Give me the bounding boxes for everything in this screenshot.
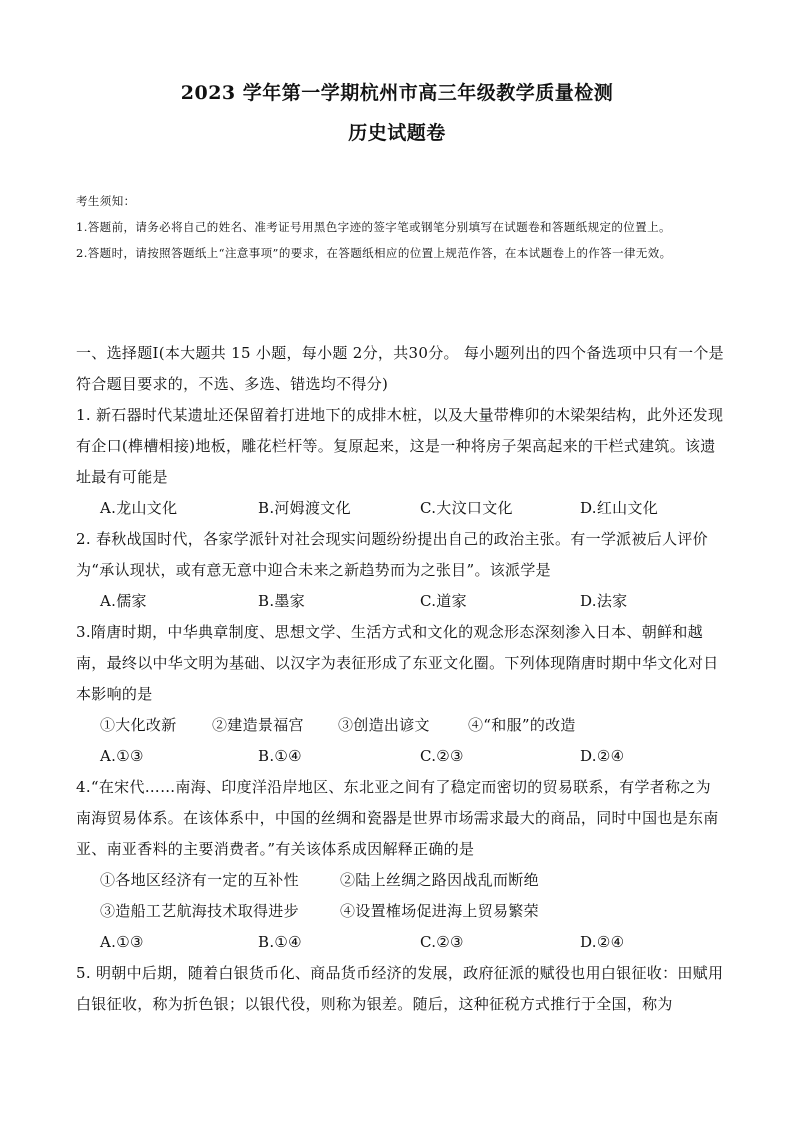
question-5-stem: 5. 明朝中后期，随着白银货币化、商品货币经济的发展，政府征派的赋役也用白银征收：田赋用白银征收，称为折色银；以银代役，则称为银差。随后，这种征税方式推行于全国，称为 [76, 964, 724, 1013]
question-4-statements-row2 [76, 896, 726, 927]
question-3-statements [76, 710, 726, 741]
question-3-option-d: D.②④ [580, 747, 625, 765]
question-2-stem: 2. 春秋战国时代，各家学派针对社会现实问题纷纷提出自己的政治主张。有一学派被后人评价为“承认现状，或有意无意中迎合未来之新趋势而为之张目”。该派学是 [76, 530, 708, 579]
notice-item-1: 1.答题前，请务必将自己的姓名、准考证号用黑色字迹的签字笔或钢笔分别填写在试题卷和答题纸规定的位置上。 [76, 220, 671, 234]
question-4-statement-3: ③造船工艺航海技术取得进步 [100, 902, 299, 920]
exam-title: 2023 学年第一学期杭州市高三年级教学质量检测 [180, 82, 614, 104]
question-1-options [76, 493, 726, 524]
question-3-option-a: A.①③ [100, 747, 144, 765]
question-2-option-a: A.儒家 [100, 592, 147, 610]
notice-item-2: 2.答题时，请按照答题纸上“注意事项”的要求，在答题纸相应的位置上规范作答，在本试题卷上的作答一律无效。 [76, 246, 672, 260]
question-4-stem: 4.“在宋代……南海、印度洋沿岸地区、东北亚之间有了稳定而密切的贸易联系，有学者称之为南海贸易体系。在该体系中，中国的丝绸和瓷器是世界市场需求最大的商品，同时中国也是东南亚、南亚香料的主要消费者。”有关该体系成因解释正确的是 [76, 778, 719, 858]
question-4-option-c: C.②③ [420, 933, 464, 951]
question-2-options [76, 586, 726, 617]
candidate-notice [76, 188, 726, 266]
question-4-statements-row1 [76, 865, 726, 896]
question-2-option-b: B.墨家 [258, 592, 305, 610]
question-1-option-d: D.红山文化 [580, 499, 659, 517]
question-1-option-c: C.大汶口文化 [420, 499, 513, 517]
exam-subtitle: 历史试题卷 [348, 122, 446, 144]
question-2-option-c: C.道家 [420, 592, 467, 610]
question-4-option-b: B.①④ [258, 933, 302, 951]
question-3-stem: 3.隋唐时期，中华典章制度、思想文学、生活方式和文化的观念形态深刻渗入日本、朝鲜和越南，最终以中华文明为基础、以汉字为表征形成了东亚文化圈。下列体现隋唐时期中华文化对日本影响的是 [76, 623, 719, 703]
question-3-statement-4: ④“和服”的改造 [468, 716, 576, 734]
question-2-option-d: D.法家 [580, 592, 628, 610]
question-4-options [76, 927, 726, 958]
question-3-statement-1: ①大化改新 [100, 716, 177, 734]
question-3-statement-3: ③创造出谚文 [338, 716, 430, 734]
question-3-option-b: B.①④ [258, 747, 302, 765]
question-3-options [76, 741, 726, 772]
question-4-statement-4: ④设置榷场促进海上贸易繁荣 [340, 902, 539, 920]
exam-body [76, 338, 726, 1020]
question-4-statement-1: ①各地区经济有一定的互补性 [100, 871, 299, 889]
question-4-option-d: D.②④ [580, 933, 625, 951]
question-1-stem: 1. 新石器时代某遗址还保留着打进地下的成排木桩，以及大量带榫卯的木梁架结构，此外还发现有企口(榫槽相接)地板，雕花栏杆等。复原起来，这是一种将房子架高起来的干栏式建筑。该遗址最有可能是 [76, 406, 724, 486]
notice-heading: 考生须知： [76, 194, 136, 208]
question-4-option-a: A.①③ [100, 933, 144, 951]
section-heading: 一、选择题Ⅰ(本大题共 15 小题，每小题 2分，共30分。 每小题列出的四个备选项中只有一个是符合题目要求的，不选、多选、错选均不得分) [76, 344, 724, 393]
question-1-option-a: A.龙山文化 [100, 499, 178, 517]
question-1-option-b: B.河姆渡文化 [258, 499, 351, 517]
question-3-statement-2: ②建造景福宫 [212, 716, 304, 734]
question-4-statement-2: ②陆上丝绸之路因战乱而断绝 [340, 871, 539, 889]
question-3-option-c: C.②③ [420, 747, 464, 765]
